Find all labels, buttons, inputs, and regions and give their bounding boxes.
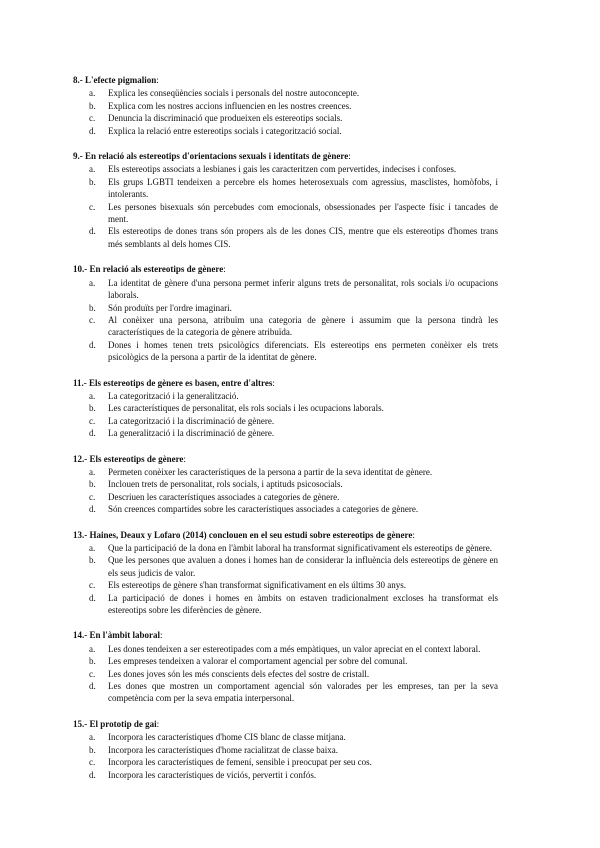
question-text: En l'àmbit laboral: [89, 630, 161, 641]
option-letter: a.: [89, 543, 96, 553]
option-letter: d.: [89, 504, 96, 515]
question-number: 13.-: [73, 529, 88, 540]
question-title: 13.- Haines, Deaux y Lofaro (2014) conclouen en el seu estudi sobre estereotips de gènere:: [73, 529, 415, 540]
answer-option: [73, 390, 498, 402]
option-text: Incorpora les característiques de femení, sensible i preocupat per seu cos.: [108, 757, 372, 768]
option-text: Que la participació de la dona en l'àmbit laboral ha transformat significativament els estereotips de gènere.: [108, 543, 492, 553]
question-number: 15.-: [73, 718, 88, 729]
option-text: Dones i homes tenen trets psicològics diferenciats. Els estereotips ens permeten conèixer els trets psicològics de la persona a partir de la identitat de gènere.: [108, 339, 498, 363]
question-title: 12.- Els estereotips de gènere:: [73, 453, 186, 464]
answer-option: [73, 769, 498, 781]
option-text: Els estereotips associats a lesbianes i gais les caracteritzen com pervertides, indecises i confoses.: [108, 164, 457, 175]
option-letter: c.: [89, 314, 96, 325]
option-text: Descriuen les característiques associades a categories de gènere.: [108, 491, 340, 502]
question-block: [73, 529, 498, 617]
answer-option: [73, 680, 498, 705]
option-letter: a.: [89, 88, 96, 99]
option-text: Són produïts per l'ordre imaginari.: [108, 302, 232, 313]
option-letter: c.: [89, 580, 96, 591]
option-letter: b.: [89, 479, 96, 490]
question-text: El prototip de gai: [89, 718, 157, 729]
option-letter: b.: [89, 302, 96, 313]
option-letter: b.: [89, 555, 96, 566]
question-block: [73, 718, 498, 781]
question-text: En relació als estereotips d'orientacions sexuals i identitats de gènere: [85, 151, 349, 162]
question-title: 11.- Els estereotips de gènere es basen, entre d'altres:: [73, 377, 275, 388]
option-letter: a.: [89, 643, 96, 654]
answer-option: [73, 643, 498, 655]
question-title: 9.- En relació als estereotips d'orientacions sexuals i identitats de gènere:: [73, 151, 351, 162]
option-text: La generalització i la discriminació de gènere.: [108, 428, 275, 439]
option-letter: d.: [89, 428, 96, 439]
answer-option: [73, 554, 498, 579]
answer-option: [73, 579, 498, 591]
question-title: 14.- En l'àmbit laboral:: [73, 630, 163, 641]
question-text: Els estereotips de gènere es basen, entre d'altres: [89, 377, 273, 388]
option-text: Permeten conèixer les característiques de la persona a partir de la seva identitat de gènere.: [108, 466, 433, 477]
option-text: La categorització i la discriminació de gènere.: [108, 415, 275, 426]
option-text: Els grups LGBTI tendeixen a percebre els homes heterosexuals com agressius, masclistes, homòfobs, i intolerants.: [108, 176, 498, 200]
question-title: 10.- En relació als estereotips de gènere:: [73, 264, 226, 275]
question-block: [73, 629, 498, 704]
answer-options: [73, 542, 498, 616]
option-letter: c.: [89, 491, 96, 502]
option-letter: a.: [89, 164, 96, 175]
answer-options: [73, 390, 498, 440]
question-title: 8.- L'efecte pigmalion:: [73, 75, 159, 85]
option-letter: a.: [89, 466, 96, 477]
option-text: La identitat de gènere d'una persona permet inferir alguns trets de personalitat, rols socials i/o ocupacions laborals.: [108, 277, 498, 301]
answer-options: [73, 277, 498, 364]
question-text: En relació als estereotips de gènere: [89, 264, 224, 275]
answer-option: [73, 302, 498, 314]
option-text: Les persones bisexuals són percebudes com emocionals, obsessionades per l'aspecte físic i tancades de ment.: [108, 201, 498, 225]
answer-option: [73, 402, 498, 414]
option-text: Les dones tendeixen a ser estereotipades com a més empàtiques, un valor apreciat en el context laboral.: [108, 643, 481, 654]
answer-option: [73, 731, 498, 743]
option-letter: a.: [89, 390, 96, 401]
answer-options: [73, 87, 498, 137]
answer-option: [73, 163, 498, 175]
question-block: [73, 150, 498, 250]
option-letter: d.: [89, 339, 96, 350]
option-text: Són creences compartides sobre les característiques associades a categories de gènere.: [108, 504, 419, 515]
question-number: 14.-: [73, 630, 88, 641]
question-number: 9.-: [73, 151, 83, 162]
answer-option: [73, 542, 498, 554]
question-text: Els estereotips de gènere: [89, 453, 184, 464]
option-text: Incorpora les característiques de viciós, pervertit i confós.: [108, 769, 317, 780]
document-page: [73, 74, 498, 794]
option-text: La participació de dones i homes en àmbits on estaven tradicionalment excloses ha transformat els estereotips sobre les diferències de gènere.: [108, 592, 498, 616]
option-text: Incorpora les característiques d'home racialitzat de classe baixa.: [108, 744, 339, 755]
answer-option: [73, 176, 498, 201]
option-letter: a.: [89, 732, 96, 743]
option-text: Les característiques de personalitat, els rols socials i les ocupacions laborals.: [108, 403, 384, 414]
question-number: 8.-: [73, 75, 83, 85]
option-letter: b.: [89, 100, 96, 111]
question-number: 12.-: [73, 453, 88, 464]
question-title: 15.- El prototip de gai:: [73, 718, 160, 729]
answer-option: [73, 756, 498, 768]
option-letter: c.: [89, 113, 96, 124]
option-letter: d.: [89, 769, 96, 780]
option-letter: a.: [89, 277, 96, 288]
option-text: La categorització i la generalització.: [108, 390, 239, 401]
answer-option: [73, 314, 498, 339]
option-letter: d.: [89, 125, 96, 136]
option-text: Denuncia la discriminació que produeixen els estereotips socials.: [108, 113, 343, 124]
option-letter: b.: [89, 656, 96, 667]
answer-option: [73, 655, 498, 667]
question-block: [73, 74, 498, 137]
question-number: 11.-: [73, 377, 87, 388]
option-letter: c.: [89, 201, 96, 212]
answer-option: [73, 125, 498, 137]
option-text: Explica la relació entre estereotips socials i categorització social.: [108, 125, 342, 136]
answer-option: [73, 427, 498, 439]
answer-option: [73, 277, 498, 302]
answer-option: [73, 87, 498, 99]
option-text: Els estereotips de gènere s'han transformat significativament en els últims 30 anys.: [108, 580, 407, 591]
question-block: [73, 453, 498, 516]
option-letter: c.: [89, 757, 96, 768]
answer-option: [73, 478, 498, 490]
option-text: Les dones que mostren un comportament agencial són valorades per les empreses, tan per la seva competència com per la seva empatia interpersonal.: [108, 681, 498, 704]
option-letter: d.: [89, 592, 96, 603]
answer-options: [73, 731, 498, 781]
answer-options: [73, 163, 498, 250]
option-letter: c.: [89, 668, 96, 679]
option-text: Les empreses tendeixen a valorar el comportament agencial per sobre del comunal.: [108, 656, 408, 667]
option-text: Les dones joves són les més conscients dels efectes del sostre de cristall.: [108, 668, 370, 679]
question-block: [73, 377, 498, 440]
question-block: [73, 263, 498, 363]
answer-option: [73, 415, 498, 427]
answer-option: [73, 100, 498, 112]
answer-option: [73, 491, 498, 503]
option-text: Inclouen trets de personalitat, rols socials, i aptituds psicosocials.: [108, 479, 343, 490]
question-number: 10.-: [73, 264, 88, 275]
option-letter: d.: [89, 681, 96, 692]
option-text: Els estereotips de dones trans són propers als de les dones CIS, mentre que els estereotips d'homes trans més semblants al dels homes CIS.: [108, 226, 498, 249]
question-text: Haines, Deaux y Lofaro (2014) conclouen en el seu estudi sobre estereotips de gènere: [89, 529, 413, 540]
question-text: L'efecte pigmalion: [85, 75, 157, 85]
option-letter: b.: [89, 403, 96, 414]
option-text: Que les persones que avaluen a dones i homes han de considerar la influència dels estereotips de gènere en els seus judicis de valor.: [108, 555, 498, 578]
answer-option: [73, 592, 498, 617]
answer-option: [73, 201, 498, 226]
answer-option: [73, 668, 498, 680]
answer-option: [73, 112, 498, 124]
option-letter: b.: [89, 176, 96, 187]
option-text: Explica les conseqüències socials i personals del nostre autoconcepte.: [108, 88, 360, 99]
answer-options: [73, 466, 498, 516]
answer-option: [73, 503, 498, 515]
answer-option: [73, 466, 498, 478]
option-letter: b.: [89, 744, 96, 755]
option-letter: c.: [89, 415, 96, 426]
answer-option: [73, 744, 498, 756]
option-text: Incorpora les característiques d'home CIS blanc de classe mitjana.: [108, 732, 346, 743]
option-letter: d.: [89, 226, 96, 237]
option-text: Al conèixer una persona, atribuïm una categoria de gènere i assumim que la persona tindrà les característiques de la categoria de gènere atribuïda.: [108, 314, 498, 338]
answer-option: [73, 339, 498, 364]
answer-options: [73, 643, 498, 705]
option-text: Explica com les nostres accions influencien en les nostres creences.: [108, 100, 352, 111]
answer-option: [73, 225, 498, 250]
